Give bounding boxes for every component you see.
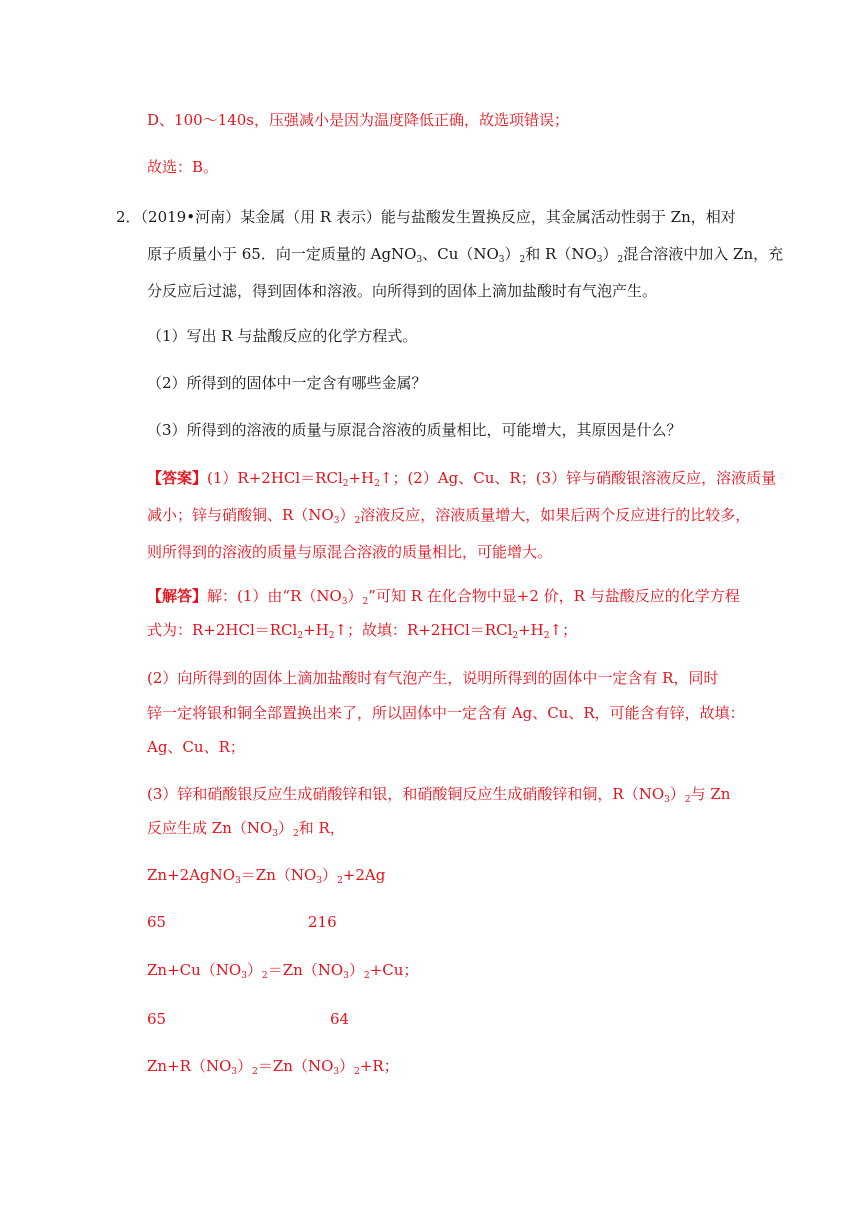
equation-3 [147, 1056, 399, 1076]
solution-text: ↑； [549, 621, 578, 639]
q-text: 分反应后过滤，得到固体和溶液。向所得到的固体上滴加盐酸时有气泡产生。 [147, 282, 658, 300]
solution-label: 【解答】 [147, 587, 208, 605]
solution-text: ”可知 R 在化合物中显+2 价，R 与盐酸反应的化学方程 [368, 587, 740, 605]
q-text: ） [504, 245, 520, 263]
answer-line-2 [147, 505, 750, 525]
solution-text: (2）向所得到的固体上滴加盐酸时有气泡产生，说明所得到的固体中一定含有 R，同时 [147, 669, 719, 687]
subscript: 3 [343, 971, 349, 981]
option-d-text: D、100～140s，压强减小是因为温度降低正确，故选项错误； [147, 111, 569, 129]
mass-row-1 [147, 912, 166, 932]
equation-text: ＝Zn（NO [240, 866, 317, 884]
q-text: 原子质量小于 65．向一定质量的 AgNO [147, 245, 417, 263]
subscript: 2 [519, 255, 526, 265]
subscript: 2 [543, 631, 550, 641]
mass-value: 216 [308, 913, 337, 931]
sub-question-3 [147, 420, 682, 440]
question-number: 2． [116, 208, 141, 226]
sub-question-text: （3）所得到的溶液的质量与原混合溶液的质量相比，可能增大，其原因是什么？ [147, 421, 682, 439]
equation-text: +R； [359, 1057, 399, 1075]
equation-text: ） [339, 1057, 355, 1075]
equation-text: ） [348, 961, 364, 979]
sub-question-text: （2）所得到的固体中一定含有哪些金属？ [147, 374, 427, 392]
sub-question-text: （1）写出 R 与盐酸反应的化学方程式。 [147, 327, 418, 345]
subscript: 3 [241, 971, 247, 981]
solution-text: 解：(1）由“R（NO [207, 587, 342, 605]
answer-label: 【答案】 [147, 469, 208, 487]
solution-line-1 [147, 586, 740, 606]
mass-row-2 [147, 1009, 166, 1029]
answer-text: 则所得到的溶液的质量与原混合溶液的质量相比，可能增大。 [147, 543, 553, 561]
subscript: 2 [328, 631, 335, 641]
solution-text: 式为：R+2HCl＝RCl [147, 621, 298, 639]
subscript: 3 [416, 255, 423, 265]
solution-text: 与 Zn [690, 785, 731, 803]
mass-value: 64 [330, 1010, 350, 1028]
answer-text: ） [339, 506, 355, 524]
solution-text: 锌一定将银和铜全部置换出来了，所以固体中一定含有 Ag、Cu、R，可能含有锌，故填： [147, 704, 745, 722]
question-2-line-2 [147, 244, 783, 264]
answer-text: 减小；锌与硝酸铜、R（NO [147, 506, 334, 524]
subscript: 2 [342, 479, 349, 489]
question-text: （2019•河南）某金属（用 R 表示）能与盐酸发生置换反应，其金属活动性弱于 Zn，相对 [140, 208, 736, 226]
part-3-line-2 [147, 818, 345, 838]
subscript: 3 [333, 1067, 340, 1077]
subscript: 3 [316, 876, 323, 886]
sub-question-1 [147, 326, 417, 346]
subscript: 2 [293, 829, 299, 839]
part-2-line-3 [147, 737, 245, 757]
equation-text: ＝Zn（NO [257, 1057, 334, 1075]
q-text: 、Cu（NO [422, 245, 499, 263]
solution-text: ） [278, 819, 294, 837]
sub-question-2 [147, 373, 427, 393]
solution-line-2 [147, 620, 577, 640]
subscript: 2 [512, 631, 519, 641]
subscript: 2 [374, 479, 380, 489]
mass-value: 65 [147, 913, 167, 931]
subscript: 2 [362, 597, 369, 607]
answer-text: 溶液反应，溶液质量增大，如果后两个反应进行的比较多， [360, 506, 751, 524]
answer-text: ↑；(2）Ag、Cu、R；(3）锌与硝酸银溶液反应，溶液质量 [379, 469, 777, 487]
subscript: 2 [354, 516, 361, 526]
equation-text: Zn+R（NO [147, 1057, 232, 1075]
solution-text: ↑；故填：R+2HCl＝RCl [334, 621, 513, 639]
solution-text: +H [518, 621, 544, 639]
option-d-line [147, 110, 569, 130]
solution-text: 和 R， [298, 819, 345, 837]
part-2-line-2 [147, 703, 745, 723]
question-2-line-1 [116, 207, 736, 227]
answer-text: +H [348, 469, 375, 487]
subscript: 2 [261, 971, 268, 981]
subscript: 2 [684, 795, 691, 805]
subscript: 3 [235, 876, 241, 886]
equation-text: ） [322, 866, 338, 884]
subscript: 3 [664, 795, 670, 805]
equation-text: Zn+2AgNO [147, 866, 236, 884]
answer-text: (1）R+2HCl＝RCl [207, 469, 343, 487]
answer-line-1 [147, 468, 776, 488]
equation-text: +2Ag [342, 866, 386, 884]
subscript: 2 [617, 255, 624, 265]
subscript: 2 [354, 1067, 360, 1077]
subscript: 2 [252, 1067, 258, 1077]
solution-text: Ag、Cu、R； [147, 738, 245, 756]
choice-line [147, 157, 218, 177]
solution-text: ） [669, 785, 685, 803]
equation-1 [147, 865, 385, 885]
q-text: 和 R（NO [525, 245, 597, 263]
subscript: 3 [498, 255, 505, 265]
mass-row-2b [330, 1009, 349, 1029]
solution-text: ） [347, 587, 363, 605]
mass-value: 65 [147, 1010, 167, 1028]
equation-text: ） [237, 1057, 253, 1075]
subscript: 2 [363, 971, 370, 981]
part-3-line-1 [147, 784, 730, 804]
question-2-line-3 [147, 281, 657, 301]
answer-line-3 [147, 542, 552, 562]
subscript: 2 [337, 876, 343, 886]
solution-text: (3）锌和硝酸银反应生成硝酸锌和银，和硝酸铜反应生成硝酸锌和铜，R（NO [147, 785, 665, 803]
choice-text: 故选：B。 [147, 158, 219, 176]
q-text: 混合溶液中加入 Zn，充 [623, 245, 784, 263]
equation-text: +Cu； [369, 961, 419, 979]
subscript: 3 [341, 597, 348, 607]
mass-row-1b [308, 912, 337, 932]
equation-text: ＝Zn（NO [267, 961, 344, 979]
part-2-line-1 [147, 668, 718, 688]
solution-text: 反应生成 Zn（NO [147, 819, 273, 837]
subscript: 3 [272, 829, 279, 839]
subscript: 3 [596, 255, 603, 265]
q-text: ） [602, 245, 618, 263]
subscript: 3 [231, 1067, 238, 1077]
subscript: 3 [333, 516, 340, 526]
equation-2 [147, 960, 418, 980]
subscript: 2 [297, 631, 304, 641]
equation-text: ） [246, 961, 262, 979]
equation-text: Zn+Cu（NO [147, 961, 242, 979]
solution-text: +H [303, 621, 329, 639]
